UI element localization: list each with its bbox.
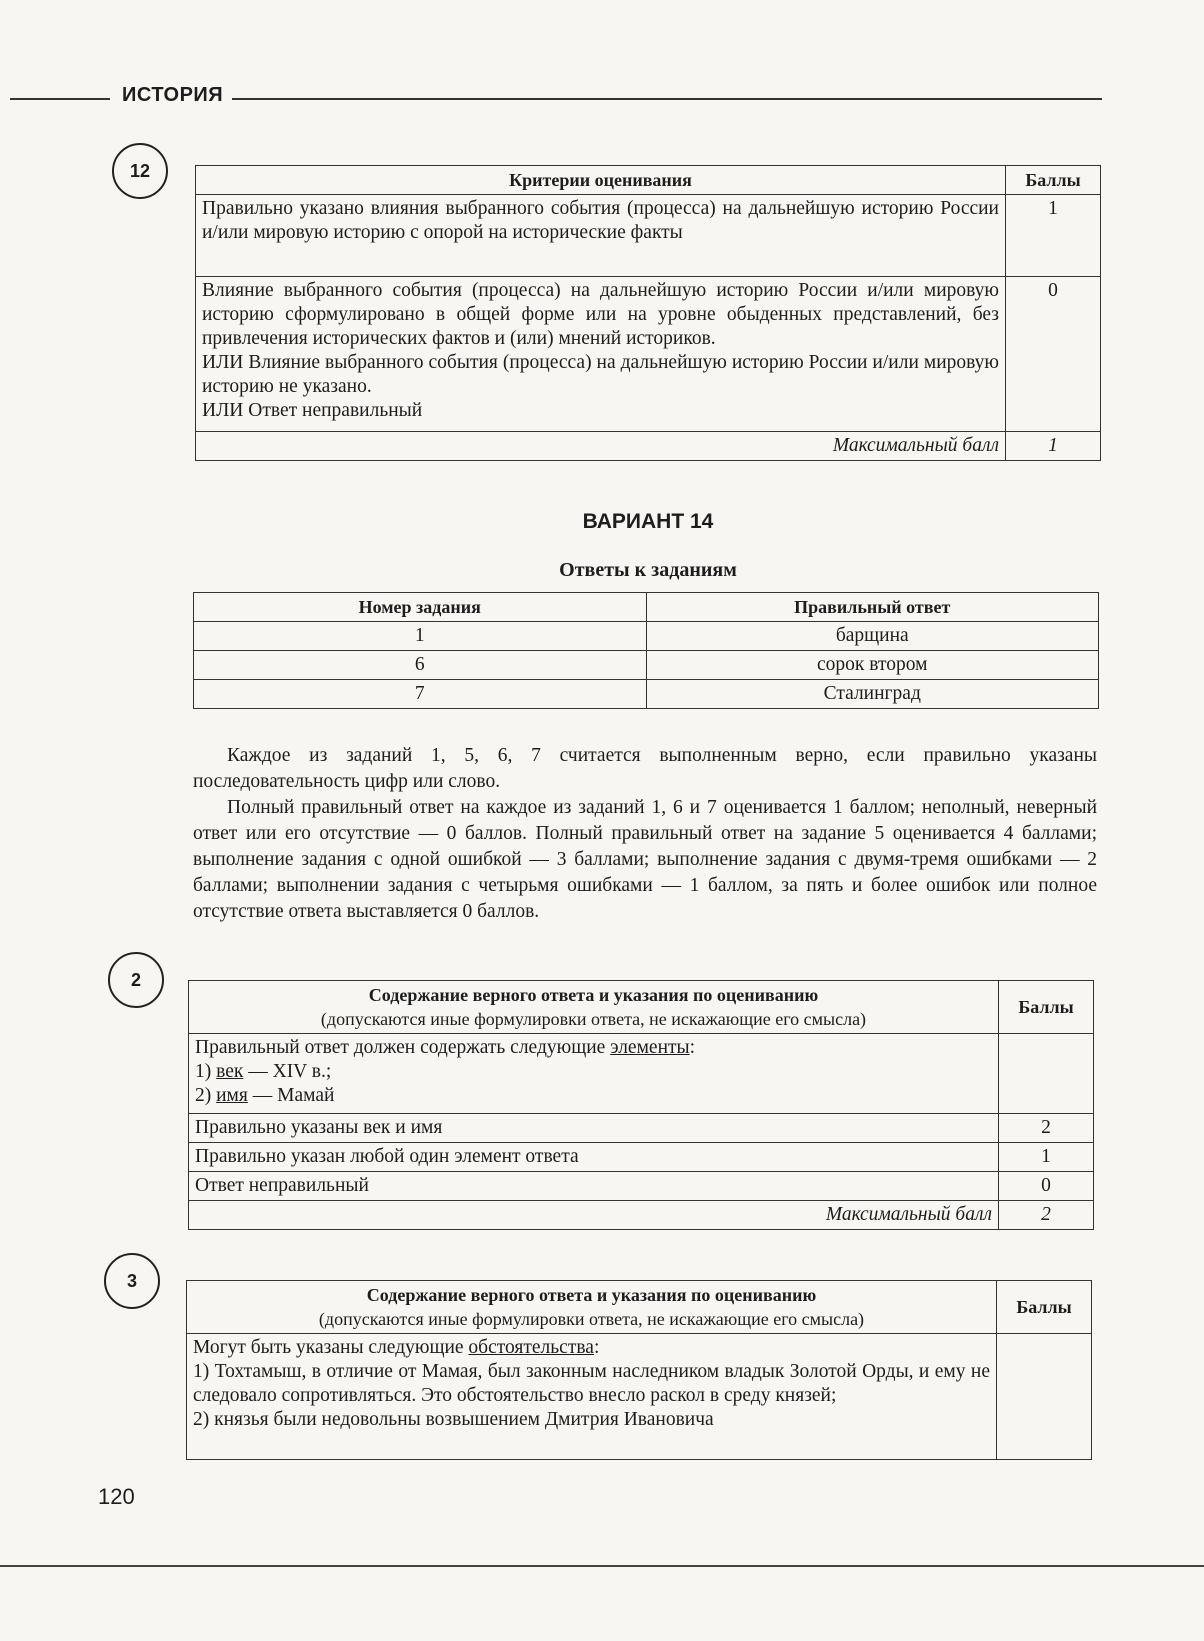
max-score-label: Максимальный балл [189, 1201, 999, 1230]
max-score-value: 1 [1006, 432, 1101, 461]
criteria-line: ИЛИ Влияние выбранного события (процесса) на дальнейшую историю России и/или мировую историю не указано. [202, 352, 999, 397]
points-value: 1 [999, 1143, 1094, 1172]
header-rule-left [10, 98, 110, 100]
task-number-badge: 3 [104, 1253, 160, 1309]
points-value: 0 [999, 1172, 1094, 1201]
content-intro-underlined: обстоятельства [468, 1337, 594, 1358]
content-intro: Могут быть указаны следующие [193, 1337, 464, 1358]
criteria-text: Правильно указано влияния выбранного события (процесса) на дальнейшую историю России и/или мировую историю с опорой на исторические факты [196, 195, 1006, 277]
item-value: — Мамай [247, 1085, 335, 1106]
points-value: 1 [1006, 195, 1101, 277]
points-header: Баллы [999, 981, 1094, 1034]
task2-table [188, 980, 1094, 1230]
answers-col-answer: Правильный ответ [646, 593, 1099, 622]
task-number-badge: 2 [108, 952, 164, 1008]
criteria-text: Правильно указаны век и имя [189, 1114, 999, 1143]
max-score-value: 2 [999, 1201, 1094, 1230]
max-score-label: Максимальный балл [196, 432, 1006, 461]
content-intro: Правильный ответ должен содержать следующие [195, 1037, 606, 1058]
criteria-line: ИЛИ Ответ неправильный [202, 400, 423, 421]
task-number: 7 [194, 680, 647, 709]
item-value: — XIV в.; [243, 1061, 332, 1082]
table-row [194, 651, 1099, 680]
content-intro-underlined: элементы [610, 1037, 690, 1058]
criteria-text: Правильно указан любой один элемент ответа [189, 1143, 999, 1172]
content-item: 1) Тохтамыш, в отличие от Мамая, был законным наследником владык Золотой Орды, и ему не следовало сопротивляться. Это обстоятельство внесло раскол в среду князей; [193, 1361, 990, 1406]
item-key: имя [216, 1085, 248, 1106]
content-header-line1: Содержание верного ответа и указания по оцениванию [366, 1285, 817, 1305]
task12-criteria-table [195, 165, 1101, 461]
criteria-text [196, 277, 1006, 432]
answers-col-number: Номер задания [194, 593, 647, 622]
points-value: 2 [999, 1114, 1094, 1143]
points-value: 0 [1006, 277, 1101, 432]
criteria-text: Ответ неправильный [189, 1172, 999, 1201]
correct-answer: сорок втором [646, 651, 1099, 680]
task3-table [186, 1280, 1092, 1460]
page-edge-line [0, 1565, 1204, 1567]
points-empty [997, 1334, 1092, 1460]
correct-answer: Сталинград [646, 680, 1099, 709]
content-header [189, 981, 999, 1034]
points-empty [999, 1034, 1094, 1114]
paragraph: Каждое из заданий 1, 5, 6, 7 считается выполненным верно, если правильно указаны последовательность цифр или слово. [193, 745, 1097, 792]
points-header: Баллы [997, 1281, 1092, 1334]
content-header [187, 1281, 997, 1334]
content-header-line1: Содержание верного ответа и указания по оцениванию [368, 985, 819, 1005]
task-number: 6 [194, 651, 647, 680]
answers-title: Ответы к заданиям [559, 559, 737, 581]
criteria-line: Влияние выбранного события (процесса) на дальнейшую историю России и/или мировую историю сформулировано в общей форме или на уровне обыденных представлений, без привлечения исторических фактов и (или) мнений историков. [202, 280, 999, 349]
content-item: 2) князья были недовольны возвышением Дмитрия Ивановича [193, 1409, 714, 1430]
paragraph: Полный правильный ответ на каждое из заданий 1, 6 и 7 оценивается 1 баллом; неполный, неверный ответ или его отсутствие — 0 баллов. Полный правильный ответ на задание 5 оценивается 4 баллами; выполнение задания с одной ошибкой — 3 баллами; выполнение задания с двумя-тремя ошибками — 2 баллами; выполнении задания с четырьмя ошибками — 1 баллом, за пять и более ошибок или полное отсутствие ответа выставляется 0 баллов. [193, 797, 1097, 922]
table-row [194, 622, 1099, 651]
criteria-header: Критерии оценивания [196, 166, 1006, 195]
content-header-line2: (допускаются иные формулировки ответа, не искажающие его смысла) [318, 1309, 865, 1329]
task-number: 1 [194, 622, 647, 651]
header-rule-right [232, 98, 1102, 100]
table-row [194, 680, 1099, 709]
answer-content: Правильный ответ должен содержать следующие элементы: 1) век — XIV в.; 2) имя — Мамай [189, 1034, 999, 1114]
item-prefix: 2) [195, 1085, 217, 1106]
answers-table [193, 592, 1099, 709]
variant-title: ВАРИАНТ 14 [582, 510, 714, 533]
correct-answer: барщина [646, 622, 1099, 651]
content-header-line2: (допускаются иные формулировки ответа, не искажающие его смысла) [320, 1009, 867, 1029]
item-prefix: 1) [195, 1061, 217, 1082]
subject-header: ИСТОРИЯ [122, 84, 224, 106]
page-number: 120 [98, 1484, 135, 1509]
task-number-badge: 12 [112, 143, 168, 199]
points-header: Баллы [1006, 166, 1101, 195]
answer-content: Могут быть указаны следующие обстоятельства: 1) Тохтамыш, в отличие от Мамая, был законным наследником владык Золотой Орды, и ему не следовало сопротивляться. Это обстоятельство внесло раскол в среду князей; 2) князья были недовольны возвышением Дмитрия Ивановича [187, 1334, 997, 1460]
item-key: век [216, 1061, 244, 1082]
